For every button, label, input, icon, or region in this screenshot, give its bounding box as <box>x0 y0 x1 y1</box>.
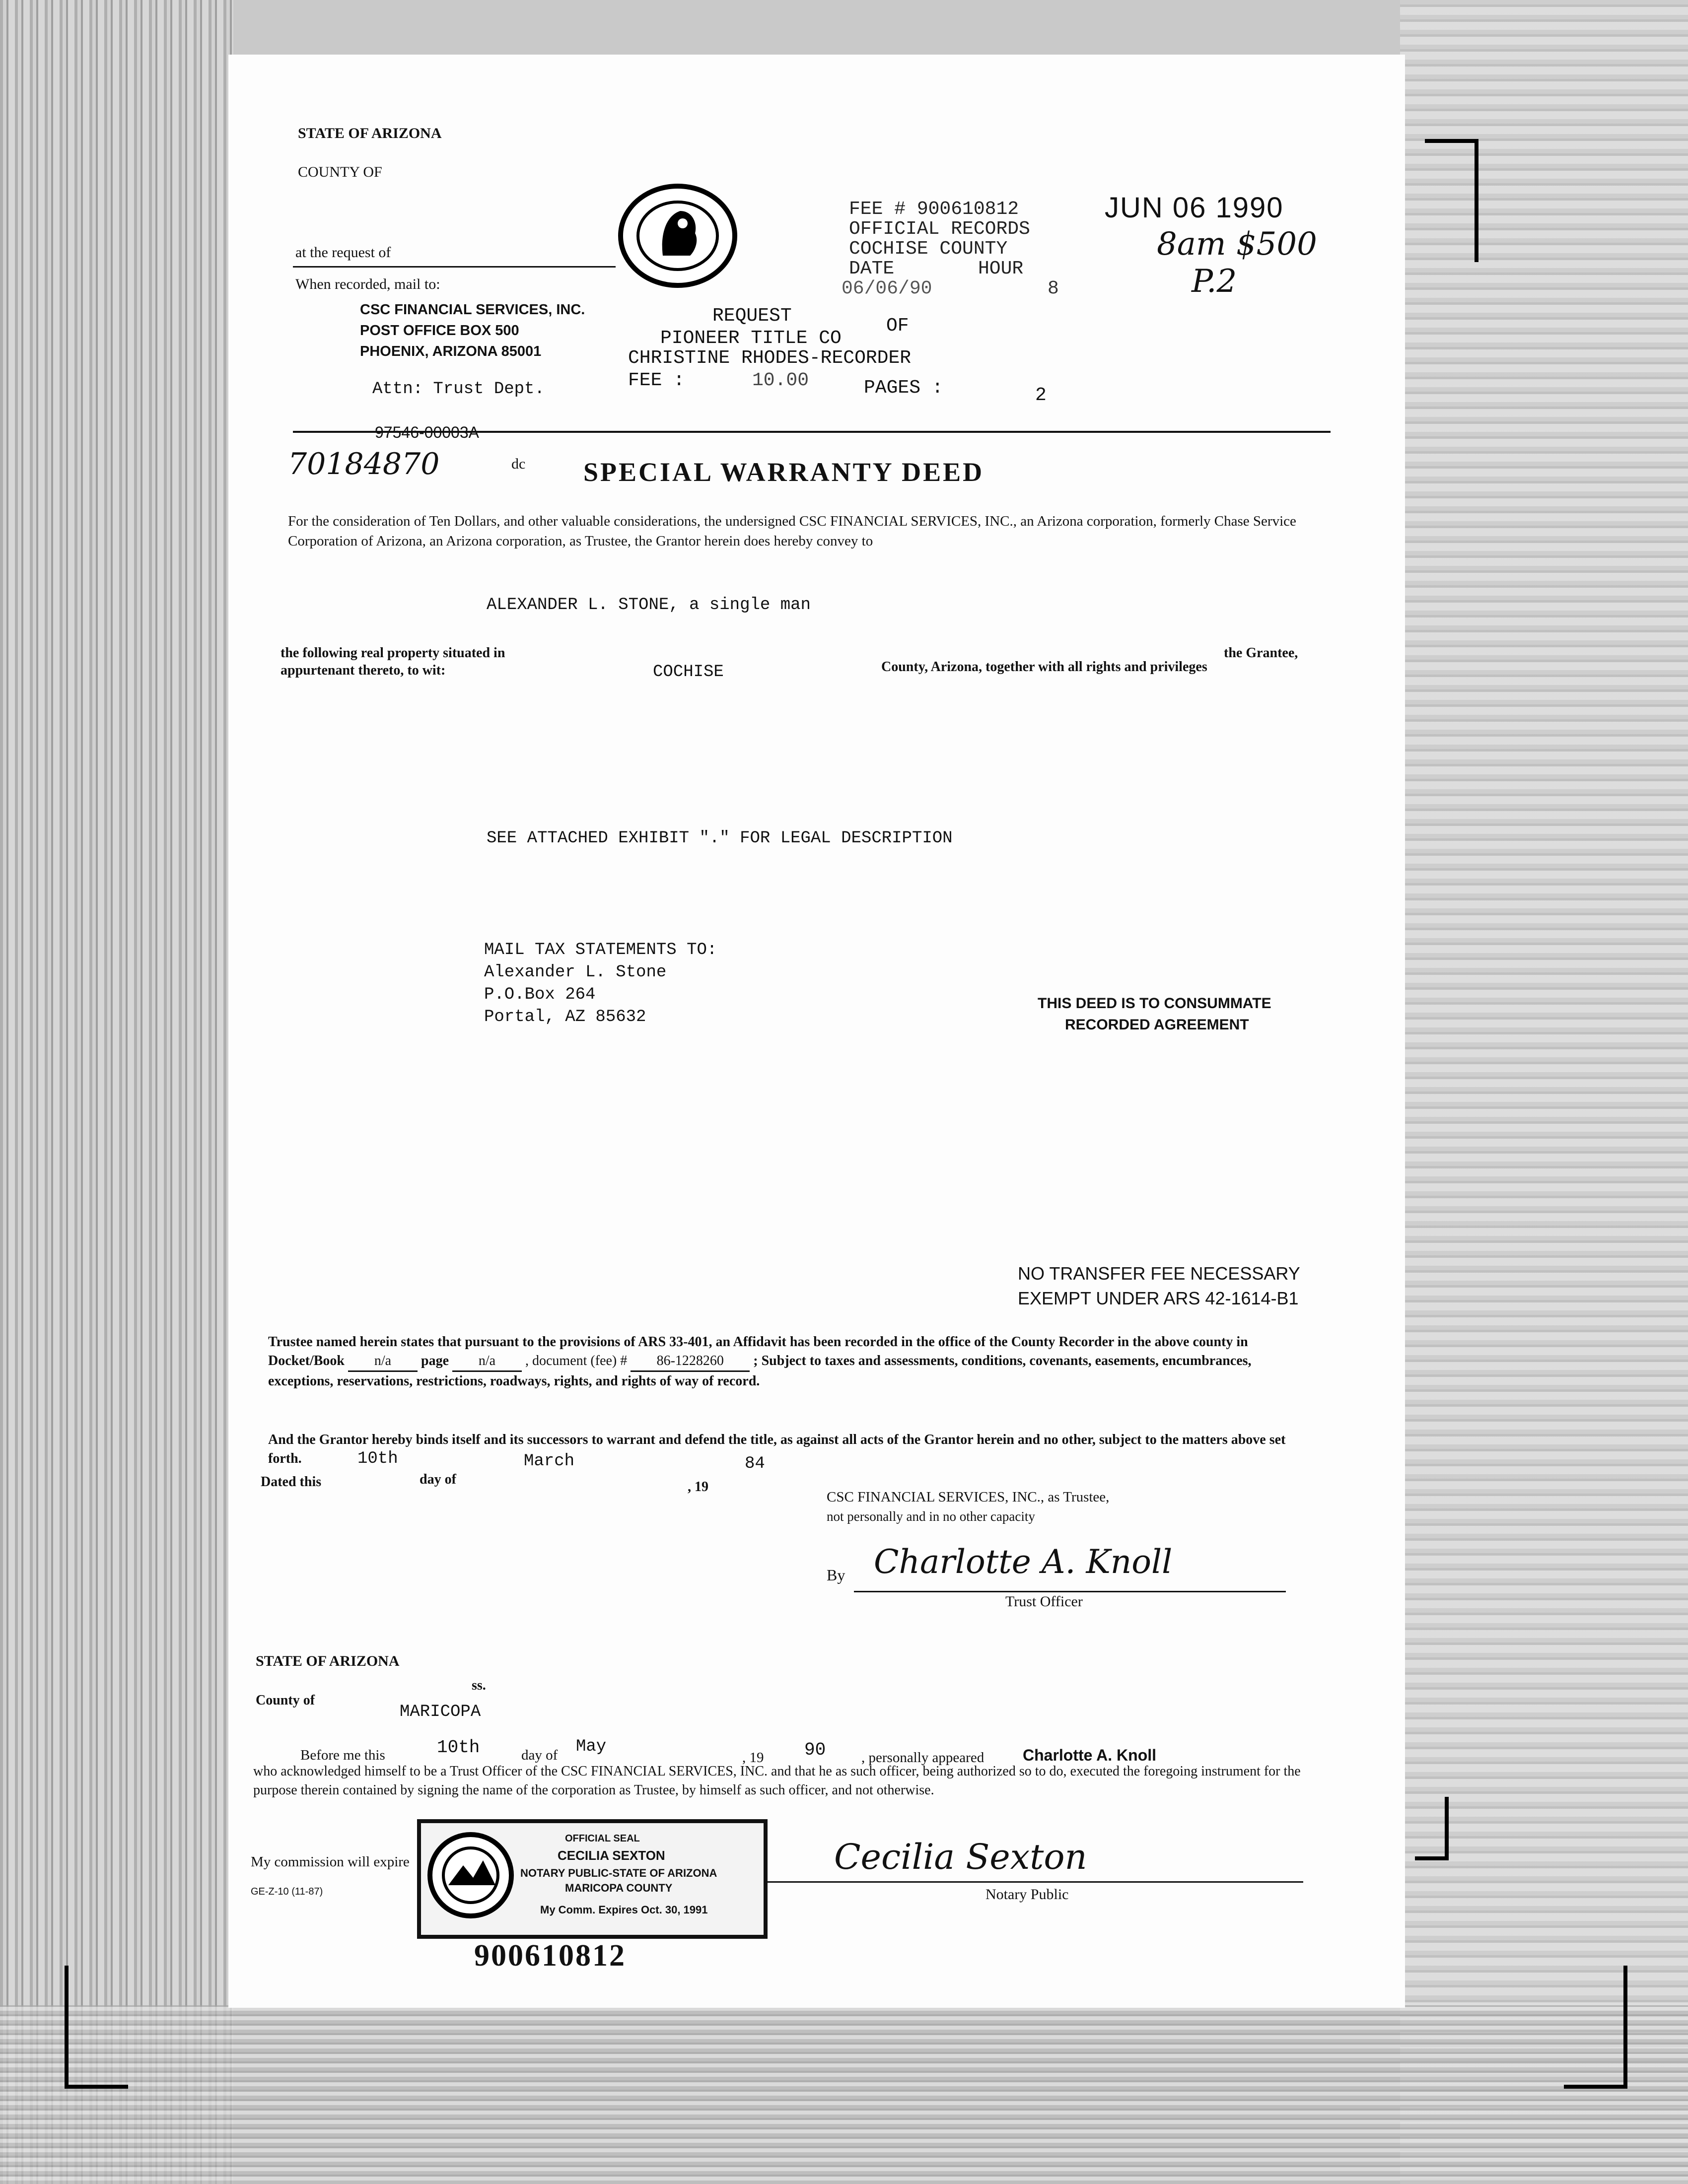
stamp-pages-label: PAGES : <box>864 377 943 399</box>
stamp-requester: PIONEER TITLE CO <box>660 328 842 349</box>
crop-mark-mid-right <box>1415 1797 1449 1860</box>
crop-mark-bottom-left <box>65 1966 128 2089</box>
stamp-hour-label: HOUR <box>978 258 1024 279</box>
transfer-fee-line2: EXEMPT UNDER ARS 42-1614-B1 <box>1018 1288 1299 1308</box>
at-request-label: at the request of <box>295 244 391 261</box>
footer-document-number: 900610812 <box>474 1939 626 1973</box>
order-number: 97546-00003A <box>375 423 479 441</box>
stamp-recorder: CHRISTINE RHODES-RECORDER <box>628 347 912 369</box>
document-fee-number: 86-1228260 <box>631 1352 750 1372</box>
by-label: By <box>827 1566 845 1584</box>
dated-month: March <box>524 1452 575 1471</box>
warranty-paragraph: And the Grantor hereby binds itself and its successors to warrant and defend the title, as against all acts of the Grantor herein and no other, subject to the matters above set forth. <box>268 1432 1286 1466</box>
stamp-hour-value: 8 <box>1048 278 1059 299</box>
tax-box: P.O.Box 264 <box>484 985 596 1004</box>
scan-noise-bottom <box>0 2005 1688 2184</box>
consummate-line1: THIS DEED IS TO CONSUMMATE <box>1038 995 1271 1012</box>
dated-year-prefix: , 19 <box>688 1479 708 1495</box>
header-state: STATE OF ARIZONA <box>298 125 442 141</box>
stamp-date-label: DATE <box>849 258 895 279</box>
handwritten-file-number: 70184870 <box>288 447 440 481</box>
notary-signature-line <box>767 1881 1303 1883</box>
notary-title: Notary Public <box>985 1886 1069 1903</box>
property-county: COCHISE <box>653 663 724 682</box>
page-value: n/a <box>452 1352 522 1372</box>
subject-to-text: ; Subject to taxes and assessments, conditions, covenants, easements, encumbrances, exceptions, reservations, restrictions, roadways, rights, and rights of way of record. <box>268 1353 1252 1389</box>
header-divider <box>293 266 616 268</box>
mail-to-attn: Attn: Trust Dept. <box>372 380 545 399</box>
stamp-pages-value: 2 <box>1035 385 1047 406</box>
notary-county-label: County of <box>256 1693 315 1708</box>
document-title: SPECIAL WARRANTY DEED <box>583 457 985 487</box>
trustee-statement-text: Trustee named herein states that pursuant to the provisions of ARS 33-401, an Affidavit has been recorded in the office of the County Recorder in the above county in Docket/Book <box>268 1334 1248 1368</box>
notary-seal-line1: OFFICIAL SEAL <box>565 1833 640 1844</box>
exhibit-reference: SEE ATTACHED EXHIBIT "." FOR LEGAL DESCRIPTION <box>487 829 953 848</box>
signatory-capacity: not personally and in no other capacity <box>827 1509 1035 1524</box>
signatory-company: CSC FINANCIAL SERVICES, INC., as Trustee, <box>827 1489 1110 1505</box>
stamp-fee-number: FEE # 900610812 <box>849 199 1019 220</box>
when-recorded-label: When recorded, mail to: <box>295 276 440 292</box>
notary-seal-line5: My Comm. Expires Oct. 30, 1991 <box>540 1904 708 1916</box>
stamp-county: COCHISE COUNTY <box>849 238 1008 260</box>
notary-county: MARICOPA <box>400 1703 481 1721</box>
docket-value: n/a <box>348 1352 418 1372</box>
stamp-fee-value: 10.00 <box>752 370 809 391</box>
notary-before-label: Before me this <box>300 1747 385 1763</box>
notary-commission-label: My commission will expire <box>251 1854 410 1870</box>
tax-heading: MAIL TAX STATEMENTS TO: <box>484 941 717 959</box>
notary-appearing-person: Charlotte A. Knoll <box>1023 1746 1157 1764</box>
signature-line <box>854 1591 1286 1592</box>
page-label: page <box>421 1353 449 1368</box>
mail-to-line3: PHOENIX, ARIZONA 85001 <box>360 343 542 359</box>
notary-state: STATE OF ARIZONA <box>256 1653 400 1669</box>
mail-to-line1: CSC FINANCIAL SERVICES, INC. <box>360 302 585 318</box>
handwritten-page: P.2 <box>1192 263 1237 300</box>
rights-label: County, Arizona, together with all rights and privileges <box>881 659 1207 675</box>
notary-seal-line2: CECILIA SEXTON <box>558 1848 665 1863</box>
tax-name: Alexander L. Stone <box>484 963 667 982</box>
stamp-of-label: OF <box>886 315 909 337</box>
situated-label-2: appurtenant thereto, to wit: <box>281 663 446 678</box>
grantee-label: the Grantee, <box>1224 645 1298 661</box>
notary-day-of: day of <box>521 1747 558 1763</box>
stamp-date-value: 06/06/90 <box>842 278 932 299</box>
dated-label: Dated this <box>261 1474 322 1490</box>
stamp-fee-label: FEE : <box>628 370 685 391</box>
notary-appeared-label: , personally appeared <box>861 1750 985 1766</box>
notary-seal-line3: NOTARY PUBLIC-STATE OF ARIZONA <box>520 1867 717 1879</box>
scan-noise-left <box>0 0 233 2184</box>
notary-ss: ss. <box>472 1678 486 1693</box>
dated-day-of: day of <box>420 1472 456 1487</box>
notary-seal-line4: MARICOPA COUNTY <box>565 1882 673 1894</box>
notary-year-prefix: , 19 <box>742 1750 764 1766</box>
arizona-state-seal-icon <box>426 1831 515 1920</box>
consummate-line2: RECORDED AGREEMENT <box>1065 1017 1249 1033</box>
consideration-paragraph: For the consideration of Ten Dollars, and other valuable considerations, the undersigned CSC FINANCIAL SERVICES, INC., an Arizona corporation, formerly Chase Service Corporation of Arizona, an Arizona corporation, as Trustee, the Grantor herein does hereby convey to <box>288 513 1296 549</box>
notary-signature: Cecilia Sexton <box>834 1837 1087 1877</box>
dated-day: 10th <box>357 1449 398 1468</box>
dated-year: 84 <box>745 1454 765 1473</box>
form-number: GE-Z-10 (11-87) <box>251 1886 323 1897</box>
crop-mark-bottom-right <box>1564 1966 1627 2089</box>
recorded-date-stamp: JUN 06 1990 <box>1105 192 1284 224</box>
crop-mark-top-right <box>1425 139 1478 262</box>
initials: dc <box>511 456 526 472</box>
grantee-name: ALEXANDER L. STONE, a single man <box>487 596 811 614</box>
trust-officer-title: Trust Officer <box>1005 1593 1083 1610</box>
document-fee-label: , document (fee) # <box>525 1353 628 1368</box>
notary-day: 10th <box>437 1737 480 1758</box>
stamp-request-label: REQUEST <box>712 305 792 327</box>
stamp-official-records: OFFICIAL RECORDS <box>849 218 1030 240</box>
trustee-statement <box>268 1333 1301 1391</box>
situated-label-1: the following real property situated in <box>281 645 505 661</box>
trust-officer-signature: Charlotte A. Knoll <box>874 1543 1173 1581</box>
cochise-county-seal-icon <box>616 181 740 290</box>
notary-month: May <box>576 1737 607 1756</box>
mail-to-line2: POST OFFICE BOX 500 <box>360 323 519 339</box>
transfer-fee-line1: NO TRANSFER FEE NECESSARY <box>1018 1263 1300 1284</box>
header-county: COUNTY OF <box>298 164 382 180</box>
notary-year: 90 <box>804 1740 826 1760</box>
tax-city: Portal, AZ 85632 <box>484 1008 646 1026</box>
notary-acknowledgment: who acknowledged himself to be a Trust Officer of the CSC FINANCIAL SERVICES, INC. and that he as such officer, being authorized so to do, executed the foregoing instrument for the purpose therein contained by signing the name of the corporation as Trustee, by himself as such officer, and not otherwise. <box>253 1764 1301 1798</box>
handwritten-time-fee: 8am $500 <box>1157 226 1317 263</box>
notary-seal-stamp <box>417 1819 768 1939</box>
